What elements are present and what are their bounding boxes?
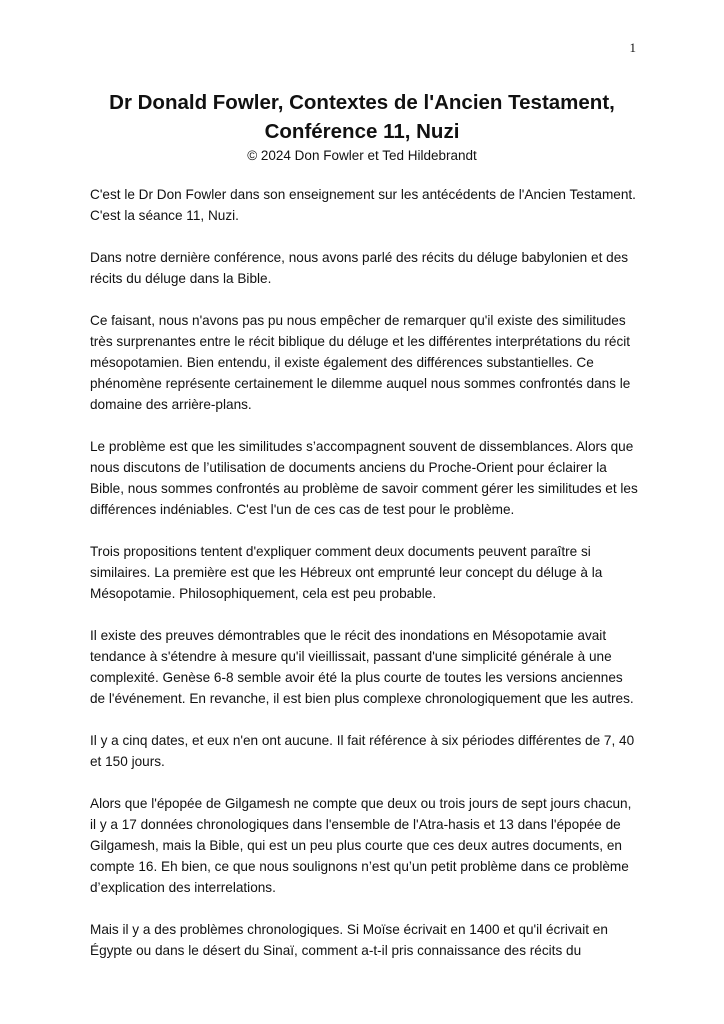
paragraph-8: Alors que l'épopée de Gilgamesh ne compte que deux ou trois jours de sept jours chacun, il y a 17 données chronologiques dans l'ensemble de l'Atra-hasis et 13 dans l'épopée de Gilgamesh, mais la Bible, qui est un peu plus courte que ces deux autres documents, en compte 16. Eh bien, ce que nous soulignons n’est qu’un petit problème dans ce problème d’explication des interrelations.	[90, 796, 632, 895]
paragraph-4: Le problème est que les similitudes s’accompagnent souvent de dissemblances. Alors que nous discutons de l’utilisation de documents anciens du Proche-Orient pour éclairer la Bible, nous sommes confrontés au problème de savoir comment gérer les similitudes et les différences indéniables. C'est l'un de ces cas de test pour le problème.	[90, 439, 638, 517]
document-title	[60, 88, 664, 146]
document-body	[90, 184, 638, 982]
paragraph-7: Il y a cinq dates, et eux n'en ont aucune. Il fait référence à six périodes différentes de 7, 40 et 150 jours.	[90, 733, 635, 769]
paragraph-5: Trois propositions tentent d'expliquer comment deux documents peuvent paraître si similaires. La première est que les Hébreux ont emprunté leur concept du déluge à la Mésopotamie. Philosophiquement, cela est peu probable.	[90, 544, 603, 601]
page-number: 1	[629, 40, 636, 55]
title-line-2: Conférence 11, Nuzi	[264, 120, 460, 143]
paragraph-3: Ce faisant, nous n'avons pas pu nous empêcher de remarquer qu'il existe des similitudes très surprenantes entre le récit biblique du déluge et les différentes interprétations du récit mésopotamien. Bien entendu, il existe également des différences substantielles. Ce phénomène représente certainement le dilemme auquel nous sommes confrontés dans le domaine des arrière-plans.	[90, 313, 631, 412]
title-line-1: Dr Donald Fowler, Contextes de l'Ancien Testament,	[109, 91, 615, 114]
paragraph-1: C'est le Dr Don Fowler dans son enseignement sur les antécédents de l'Ancien Testament. C'est la séance 11, Nuzi.	[90, 187, 636, 223]
paragraph-6: Il existe des preuves démontrables que le récit des inondations en Mésopotamie avait tendance à s'étendre à mesure qu'il vieillissait, passant d'une simplicité générale à une complexité. Genèse 6-8 semble avoir été la plus courte de toutes les versions anciennes de l'événement. En revanche, il est bien plus complexe chronologiquement que les autres.	[90, 628, 634, 706]
paragraph-2: Dans notre dernière conférence, nous avons parlé des récits du déluge babylonien et des récits du déluge dans la Bible.	[90, 250, 629, 286]
copyright-line: © 2024 Don Fowler et Ted Hildebrandt	[247, 148, 477, 163]
paragraph-9: Mais il y a des problèmes chronologiques. Si Moïse écrivait en 1400 et qu'il écrivait en Égypte ou dans le désert du Sinaï, comment a-t-il pris connaissance des récits du	[90, 922, 608, 958]
